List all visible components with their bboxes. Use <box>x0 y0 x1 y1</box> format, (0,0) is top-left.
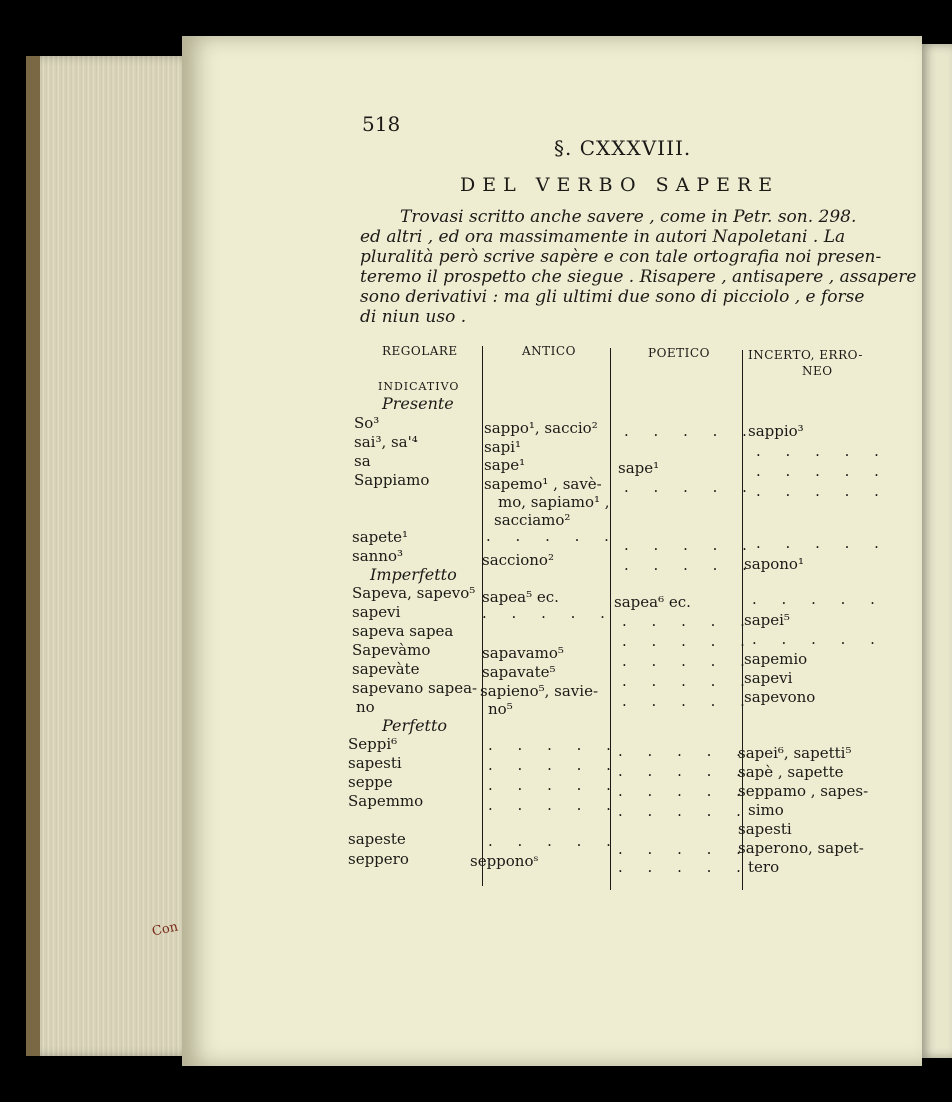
intro-line: ed altri , ed ora massimamente in autori Napoletani . La <box>360 227 846 247</box>
empty-form-dots: · · · · · <box>622 656 755 674</box>
regolare-cell: sa <box>354 452 371 470</box>
empty-form-dots: · · · · · <box>624 426 757 444</box>
tense-label-imperfetto: Imperfetto <box>370 565 457 584</box>
regolare-cell: sapevi <box>352 603 401 621</box>
regolare-cell: sapevàte <box>352 660 420 678</box>
antico-cell: sapavate⁵ <box>482 663 556 681</box>
incerto-cell: sappio³ <box>748 422 804 440</box>
section-number: §. CXXXVIII. <box>554 136 692 160</box>
column-header-incerto: INCERTO, ERRO- <box>748 348 863 362</box>
column-header-regolare: REGOLARE <box>382 344 458 358</box>
empty-form-dots: · · · · · <box>488 800 621 818</box>
incerto-cell: sapono¹ <box>744 555 804 573</box>
empty-form-dots: · · · · · <box>752 594 885 612</box>
empty-form-dots: · · · · · <box>618 766 751 784</box>
antico-cell: sape¹ <box>484 456 526 474</box>
incerto-cell: sapei⁶, sapetti⁵ <box>738 744 852 762</box>
empty-form-dots: · · · · · <box>752 634 885 652</box>
antico-cell: sappo¹, saccio² <box>484 419 598 437</box>
regolare-cell: sapesti <box>348 754 402 772</box>
facing-page-edge <box>920 44 952 1058</box>
empty-form-dots: · · · · · <box>618 786 751 804</box>
intro-line: di niun uso . <box>360 307 467 327</box>
margin-ink-mark: Con <box>150 919 180 940</box>
incerto-cell: saperono, sapet- <box>738 839 864 857</box>
incerto-cell: sapevono <box>744 688 816 706</box>
antico-cell: sacciono² <box>482 551 554 569</box>
poetico-cell: sapea⁶ ec. <box>614 593 691 611</box>
empty-form-dots: · · · · · <box>756 486 889 504</box>
incerto-cell: sapè , sapette <box>738 763 844 781</box>
poetico-cell: sape¹ <box>618 459 660 477</box>
antico-cell: sapavamo⁵ <box>482 644 564 662</box>
tense-label-presente: Presente <box>382 394 454 413</box>
empty-form-dots: · · · · · <box>488 780 621 798</box>
regolare-cell: no <box>356 698 375 716</box>
regolare-cell: sai³, sa'⁴ <box>354 433 418 451</box>
regolare-cell: Sapeva, sapevo⁵ <box>352 584 476 602</box>
regolare-cell: seppe <box>348 773 393 791</box>
antico-cell: mo, sapiamo¹ , <box>498 493 610 511</box>
antico-cell: sapea⁵ ec. <box>482 588 559 606</box>
antico-cell: sepponoˢ <box>470 852 539 870</box>
empty-form-dots: · · · · · <box>488 740 621 758</box>
empty-form-dots: · · · · · <box>488 836 621 854</box>
book-page <box>182 36 922 1066</box>
empty-form-dots: · · · · · <box>618 862 751 880</box>
regolare-cell: Sapemmo <box>348 792 424 810</box>
empty-form-dots: · · · · · <box>756 446 889 464</box>
regolare-cell: sapeste <box>348 830 406 848</box>
empty-form-dots: · · · · · <box>622 616 755 634</box>
empty-form-dots: · · · · · <box>756 466 889 484</box>
regolare-cell: So³ <box>354 414 380 432</box>
column-header-antico: ANTICO <box>522 344 576 358</box>
incerto-cell: sapei⁵ <box>744 611 790 629</box>
chapter-heading: DEL VERBO SAPERE <box>460 174 780 196</box>
regolare-cell: sapevano sapea- <box>352 679 478 697</box>
empty-form-dots: · · · · · <box>624 540 757 558</box>
page-number: 518 <box>362 112 401 136</box>
empty-form-dots: · · · · · <box>618 746 751 764</box>
intro-line: Trovasi scritto anche savere , come in Petr. son. 298. <box>400 207 857 227</box>
intro-line: sono derivativi : ma gli ultimi due sono di picciolo , e forse <box>360 287 865 307</box>
incerto-cell: sapevi <box>744 669 793 687</box>
incerto-cell: sapemio <box>744 650 808 668</box>
empty-form-dots: · · · · · <box>622 676 755 694</box>
incerto-cell: seppamo , sapes- <box>738 782 869 800</box>
empty-form-dots: · · · · · <box>622 696 755 714</box>
intro-line: pluralità però scrive sapère e con tale ortografia noi presen- <box>360 247 882 267</box>
mood-label: INDICATIVO <box>378 380 460 393</box>
intro-line: teremo il prospetto che siegue . Risapere , antisapere , assapere <box>360 267 917 287</box>
regolare-cell: Sappiamo <box>354 471 430 489</box>
book-page-edges <box>26 56 200 1056</box>
regolare-cell: sanno³ <box>352 547 404 565</box>
antico-cell: sapi¹ <box>484 438 522 456</box>
empty-form-dots: · · · · · <box>618 806 751 824</box>
regolare-cell: sapete¹ <box>352 528 409 546</box>
empty-form-dots: · · · · · <box>756 538 889 556</box>
column-header-incerto-cont: NEO <box>802 364 833 378</box>
regolare-cell: Seppi⁶ <box>348 735 398 753</box>
regolare-cell: seppero <box>348 850 409 868</box>
tense-label-perfetto: Perfetto <box>382 716 448 735</box>
antico-cell: sacciamo² <box>494 511 571 529</box>
empty-form-dots: · · · · · <box>488 760 621 778</box>
empty-form-dots: · · · · · <box>486 531 619 549</box>
incerto-cell: tero <box>748 858 780 876</box>
empty-form-dots: · · · · · <box>624 482 757 500</box>
antico-cell: sapieno⁵, savie- <box>480 682 599 700</box>
empty-form-dots: · · · · · <box>624 560 757 578</box>
empty-form-dots: · · · · · <box>622 636 755 654</box>
empty-form-dots: · · · · · <box>482 608 615 626</box>
incerto-cell: sapesti <box>738 820 792 838</box>
column-header-poetico: POETICO <box>648 346 710 360</box>
antico-cell: no⁵ <box>488 700 513 718</box>
regolare-cell: sapeva sapea <box>352 622 454 640</box>
antico-cell: sapemo¹ , savè- <box>484 475 602 493</box>
empty-form-dots: · · · · · <box>618 844 751 862</box>
regolare-cell: Sapevàmo <box>352 641 431 659</box>
incerto-cell: simo <box>748 801 784 819</box>
